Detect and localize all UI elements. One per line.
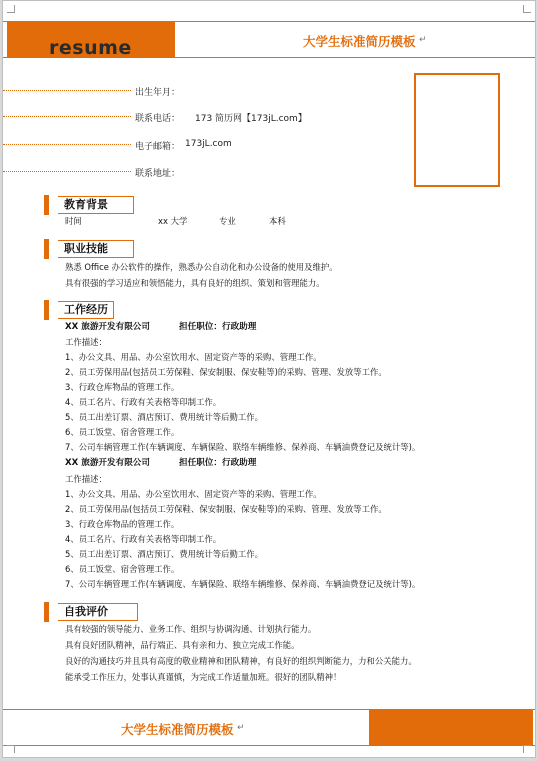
job-company: XX 旅游开发有限公司: [65, 458, 150, 468]
edu-school: xx 大学: [158, 216, 188, 226]
job-duty: 2、员工劳保用品(包括员工劳保鞋、保安制服、保安鞋等)的采购、管理、发放等工作。: [65, 504, 387, 514]
edu-major: 专业: [219, 216, 236, 226]
email-value: 173jL.com: [185, 139, 232, 149]
dotted-leader: [3, 90, 131, 91]
experience-title: 工作经历: [58, 301, 114, 319]
dotted-leader: [3, 116, 131, 117]
section-bar: [44, 239, 49, 259]
self-eval-line: 具有良好团队精神，品行端正、具有亲和力、独立完成工作能。: [65, 640, 300, 650]
job-position: 担任职位：行政助理: [179, 322, 257, 332]
education-title: 教育背景: [58, 196, 134, 214]
job-duty: 3、行政仓库物品的管理工作。: [65, 519, 180, 529]
corner-mark: [7, 745, 15, 753]
email-label: 电子邮箱：: [135, 142, 181, 152]
phone-value: 173 简历网【173jL.com】: [195, 114, 307, 124]
job-duty: 6、员工饭堂、宿舍管理工作。: [65, 564, 180, 574]
job-company: XX 旅游开发有限公司: [65, 322, 150, 332]
phone-label: 联系电话：: [135, 114, 181, 124]
job-duty: 4、员工名片、行政有关表格等印制工作。: [65, 397, 222, 407]
self-eval-title: 自我评价: [58, 603, 138, 621]
job-desc-label: 工作描述：: [65, 474, 107, 484]
skills-title: 职业技能: [58, 240, 134, 258]
job-duty: 1、办公文具、用品、办公室饮用水、固定资产等的采购、管理工作。: [65, 489, 322, 499]
skills-line: 具有很强的学习适应和领悟能力，具有良好的组织、策划和管理能力。: [65, 278, 325, 288]
paragraph-mark: ↵: [419, 35, 427, 45]
job-position: 担任职位：行政助理: [179, 458, 257, 468]
corner-mark: [523, 745, 531, 753]
job-duty: 7、公司车辆管理工作(车辆调度、车辆保险、联络车辆维修、保养商、车辆油费登记及统计等)。: [65, 579, 421, 589]
job-duty: 2、员工劳保用品(包括员工劳保鞋、保安制服、保安鞋等)的采购、管理、发放等工作。: [65, 367, 387, 377]
resume-page: [2, 0, 536, 758]
section-bar: [44, 195, 49, 215]
footer-block: [369, 709, 533, 745]
footer-title: 大学生标准简历模板: [121, 722, 234, 737]
job-duty: 1、办公文具、用品、办公室饮用水、固定资产等的采购、管理工作。: [65, 352, 322, 362]
birth-label: 出生年月：: [135, 88, 181, 98]
photo-frame: [414, 73, 500, 187]
address-label: 联系地址：: [135, 169, 181, 179]
section-bar: [44, 300, 49, 320]
job-duty: 5、员工出差订票、酒店预订、费用统计等后勤工作。: [65, 412, 263, 422]
footer-bottom-rule: [3, 745, 535, 746]
job-duty: 4、员工名片、行政有关表格等印制工作。: [65, 534, 222, 544]
header-resume-block: [7, 21, 175, 57]
header-title: 大学生标准简历模板: [303, 34, 416, 49]
skills-line: 熟悉 Office 办公软件的操作，熟悉办公自动化和办公设备的使用及维护。: [65, 262, 338, 272]
dotted-leader: [3, 144, 131, 145]
job-duty: 3、行政仓库物品的管理工作。: [65, 382, 180, 392]
corner-mark: [523, 5, 531, 13]
resume-word: resume: [49, 37, 132, 57]
dotted-leader: [3, 171, 131, 172]
self-eval-line: 能承受工作压力，处事认真谨慎，为完成工作适量加班。很好的团队精神！: [65, 672, 342, 682]
job-duty: 7、公司车辆管理工作(车辆调度、车辆保险、联络车辆维修、保养商、车辆油费登记及统计等)。: [65, 442, 421, 452]
edu-degree: 本科: [269, 216, 286, 226]
corner-mark: [7, 5, 15, 13]
job-duty: 6、员工饭堂、宿舍管理工作。: [65, 427, 180, 437]
self-eval-line: 具有较强的领导能力、业务工作、组织与协调沟通、计划执行能力。: [65, 624, 317, 634]
self-eval-line: 良好的沟通技巧并且具有高度的敬业精神和团队精神，有良好的组织判断能力，力和公关能力。: [65, 656, 417, 666]
edu-time: 时间: [65, 216, 82, 226]
job-desc-label: 工作描述：: [65, 337, 107, 347]
section-bar: [44, 602, 49, 622]
paragraph-mark: ↵: [237, 723, 245, 733]
job-duty: 5、员工出差订票、酒店预订、费用统计等后勤工作。: [65, 549, 263, 559]
header-bottom-rule: [3, 57, 535, 58]
